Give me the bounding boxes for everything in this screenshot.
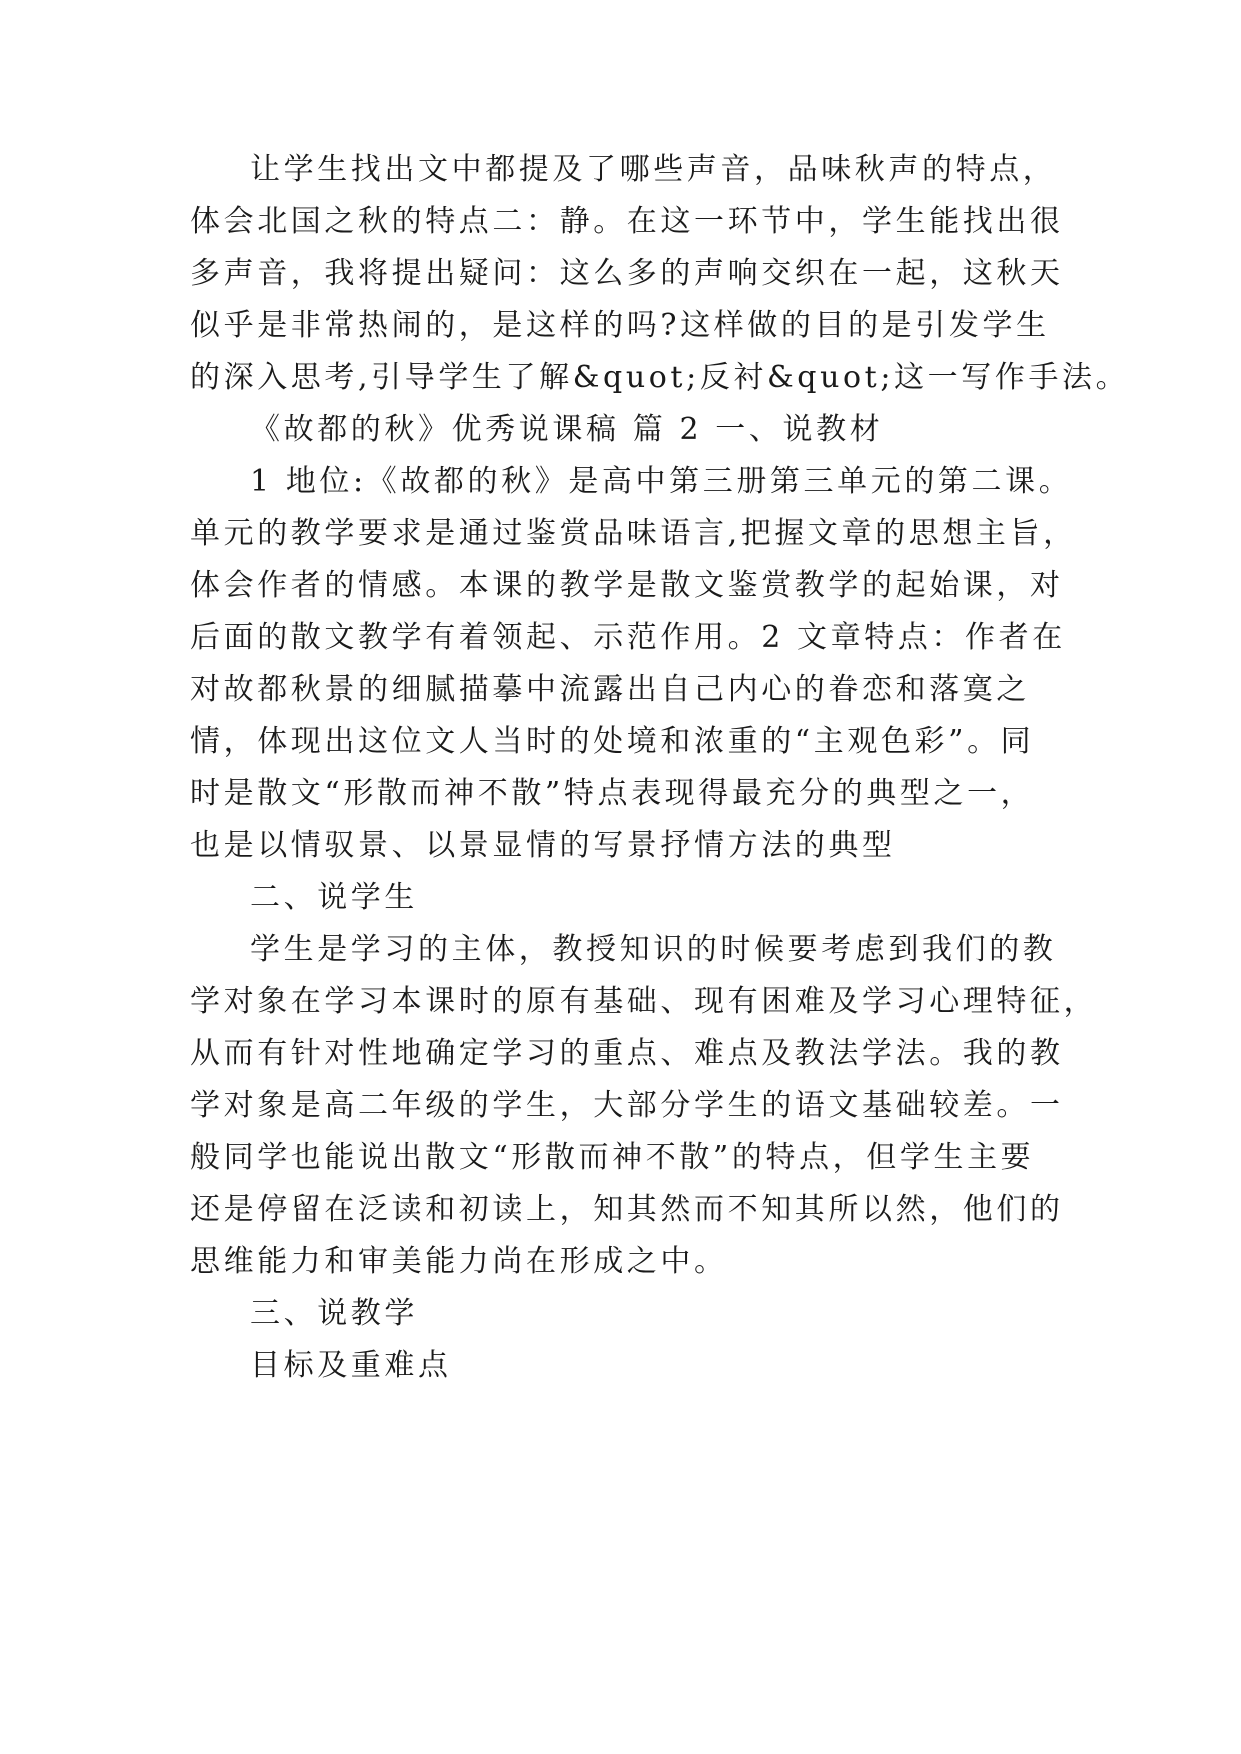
section-heading: 《故都的秋》优秀说课稿 篇 2 一、说教材 (250, 412, 884, 447)
text-line: 学对象是高二年级的学生，大部分学生的语文基础较差。一 (190, 1088, 1064, 1123)
text-line: 让学生找出文中都提及了哪些声音，品味秋声的特点， (250, 152, 1057, 187)
text-line: 情，体现出这位文人当时的处境和浓重的“主观色彩”。同 (190, 724, 1035, 759)
section-heading: 二、说学生 (250, 880, 418, 915)
text-line: 也是以情驭景、以景显情的写景抒情方法的典型 (190, 828, 896, 863)
text-line: 对故都秋景的细腻描摹中流露出自己内心的眷恋和落寞之 (190, 672, 1030, 707)
subsection-heading: 目标及重难点 (250, 1348, 452, 1383)
text-line: 似乎是非常热闹的，是这样的吗?这样做的目的是引发学生 (190, 308, 1050, 343)
text-line: 时是散文“形散而神不散”特点表现得最充分的典型之一， (190, 776, 1035, 811)
text-line: 体会北国之秋的特点二：静。在这一环节中，学生能找出很 (190, 204, 1064, 239)
text-line: 学对象在学习本课时的原有基础、现有困难及学习心理特征， (190, 984, 1098, 1019)
text-line: 般同学也能说出散文“形散而神不散”的特点，但学生主要 (190, 1140, 1035, 1175)
text-line: 多声音，我将提出疑问：这么多的声响交织在一起，这秋天 (190, 256, 1064, 291)
text-line: 思维能力和审美能力尚在形成之中。 (190, 1244, 728, 1279)
text-line: 单元的教学要求是通过鉴赏品味语言,把握文章的思想主旨， (190, 516, 1077, 551)
text-line: 还是停留在泛读和初读上，知其然而不知其所以然，他们的 (190, 1192, 1064, 1227)
text-line: 的深入思考,引导学生了解&quot;反衬&quot;这一写作手法。 (190, 360, 1130, 395)
text-line: 后面的散文教学有着领起、示范作用。2 文章特点：作者在 (190, 620, 1066, 655)
text-line: 学生是学习的主体，教授知识的时候要考虑到我们的教 (250, 932, 1057, 967)
text-line: 体会作者的情感。本课的教学是散文鉴赏教学的起始课，对 (190, 568, 1064, 603)
section-heading: 三、说教学 (250, 1296, 418, 1331)
text-line: 1 地位:《故都的秋》是高中第三册第三单元的第二课。 (250, 464, 1073, 499)
text-line: 从而有针对性地确定学习的重点、难点及教法学法。我的教 (190, 1036, 1064, 1071)
